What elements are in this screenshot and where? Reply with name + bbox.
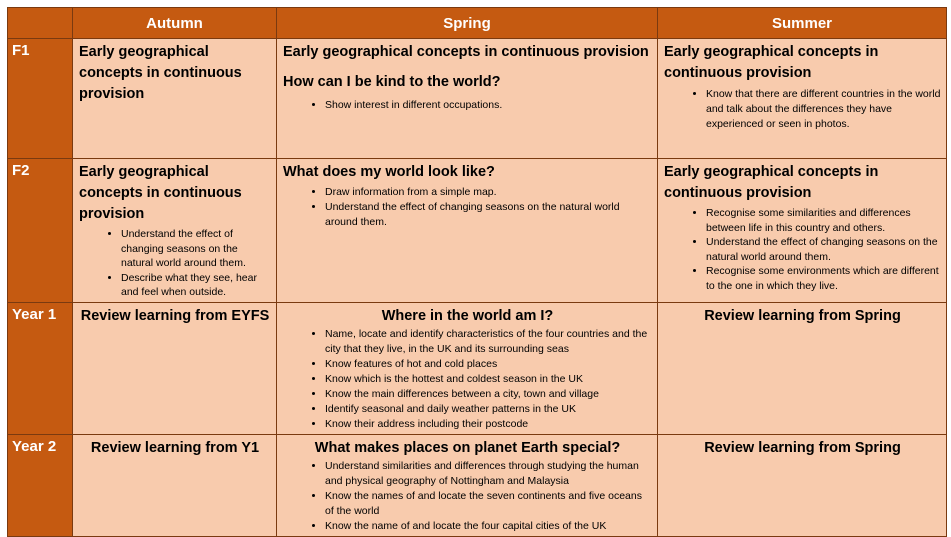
cell-title: Review learning from Y1 [90,439,260,456]
cell-subtitle: How can I be kind to the world? [283,74,501,90]
list-item: • Know which is the hottest and coldest season in the UK [325,372,652,387]
list-item: • Know that there are different countries in the world and talk about the differences they have experienced or seen in photos. [706,87,941,132]
row-label: F1 [8,39,73,159]
list-item: • Understand the effect of changing seasons on the natural world around them. [325,200,652,230]
cell-summer [658,434,947,536]
header-spring: Spring [277,8,658,39]
cell-autumn [73,434,277,536]
list-item: • Understand similarities and differences through studying the human and physical geography of Nottingham and Malaysia [325,459,652,489]
corner-cell [8,8,73,39]
list-item: • Understand the effect of changing seasons on the natural world around them. [706,235,941,264]
cell-title: Where in the world am I? [381,307,554,324]
cell-autumn [73,39,277,159]
cell-title: Early geographical concepts in continuous provision [79,164,242,222]
cell-title: Review learning from EYFS [80,307,270,324]
list-item: • Know features of hot and cold places [325,357,652,372]
list-item: • Describe what they see, hear and feel when outside. [121,271,271,300]
list-item: • Identify seasonal and daily weather patterns in the UK [325,402,652,417]
list-item: • Know their address including their postcode [325,417,652,432]
cell-autumn [73,159,277,303]
header-autumn: Autumn [73,8,277,39]
list-item: • Know the main differences between a city, town and village [325,387,652,402]
row-label: F2 [8,159,73,303]
table-row [8,159,947,303]
list-item: • Name, locate and identify characteristics of the four countries and the city that they live, in the UK and its surrounding seas [325,327,652,357]
cell-spring [277,302,658,434]
list-item: • Know the names of and locate the seven continents and five oceans of the world [325,489,652,519]
bullet-list [664,87,941,132]
cell-spring [277,159,658,303]
list-item: • Know the name of and locate the four capital cities of the UK [325,519,652,534]
header-row [8,8,947,39]
list-item: • Draw information from a simple map. [325,185,652,200]
table-row [8,302,947,434]
cell-title: Early geographical concepts in continuous provision [664,44,879,81]
cell-title: Early geographical concepts in continuous provision [664,164,879,201]
bullet-list [283,327,652,432]
curriculum-table [7,7,947,537]
cell-summer [658,39,947,159]
row-label: Year 1 [8,302,73,434]
bullet-list [79,227,271,300]
cell-spring [277,434,658,536]
header-summer: Summer [658,8,947,39]
list-item: • Show interest in different occupations. [325,98,652,113]
list-item: • Recognise some similarities and differences between life in this country and others. [706,206,941,235]
bullet-list [664,206,941,293]
bullet-list [283,459,652,534]
list-item: • Recognise some environments which are different to the one in which they live. [706,264,941,293]
cell-summer [658,159,947,303]
list-item: • Understand the effect of changing seasons on the natural world around them. [121,227,271,271]
table-row [8,39,947,159]
cell-summer [658,302,947,434]
cell-title: Review learning from Spring [704,439,901,456]
cell-title: Review learning from Spring [704,307,901,324]
cell-title: What does my world look like? [283,164,495,180]
cell-title: Early geographical concepts in continuous provision [79,44,242,102]
bullet-list [283,98,652,113]
row-label: Year 2 [8,434,73,536]
bullet-list [283,185,652,230]
cell-title: Early geographical concepts in continuous provision [283,44,649,60]
cell-autumn [73,302,277,434]
cell-title: What makes places on planet Earth special? [314,439,621,456]
cell-spring [277,39,658,159]
table-row [8,434,947,536]
